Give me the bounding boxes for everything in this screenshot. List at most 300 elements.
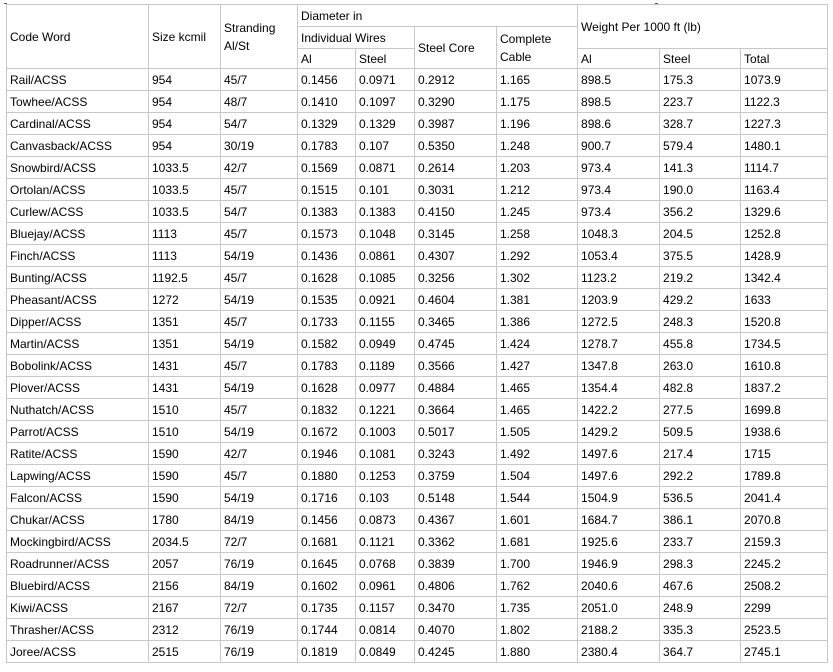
table-row [7,267,828,289]
cell-code-word: Chukar/ACSS [7,509,149,531]
cell-weight-al: 1272.5 [578,311,660,333]
cell-stranding: 54/19 [221,487,298,509]
cell-wire-steel: 0.1003 [356,421,415,443]
cell-weight-steel: 509.5 [660,421,741,443]
cell-wire-steel: 0.0949 [356,333,415,355]
cell-code-word: Bobolink/ACSS [7,355,149,377]
cell-weight-steel: 429.2 [660,289,741,311]
table-row [7,465,828,487]
cell-complete-cable: 1.544 [497,487,578,509]
cell-stranding: 45/7 [221,399,298,421]
cell-weight-al: 898.5 [578,69,660,91]
cell-wire-steel: 0.107 [356,135,415,157]
cell-steel-core: 0.2614 [415,157,497,179]
cell-weight-total: 1073.9 [741,69,828,91]
cell-weight-steel: 386.1 [660,509,741,531]
cell-complete-cable: 1.762 [497,575,578,597]
header-total: Total [741,49,828,69]
cell-complete-cable: 1.700 [497,553,578,575]
cell-weight-al: 2188.2 [578,619,660,641]
cell-weight-steel: 467.6 [660,575,741,597]
cell-wire-steel: 0.1121 [356,531,415,553]
header-steel-core: Steel Core [415,27,497,69]
table-row [7,69,828,91]
table-row [7,487,828,509]
cell-stranding: 54/19 [221,377,298,399]
cell-complete-cable: 1.381 [497,289,578,311]
cell-complete-cable: 1.601 [497,509,578,531]
cell-weight-steel: 263.0 [660,355,741,377]
cell-weight-total: 1342.4 [741,267,828,289]
header-complete-cable: Complete Cable [497,27,578,69]
cell-steel-core: 0.5350 [415,135,497,157]
cell-size: 954 [149,91,221,113]
cell-weight-steel: 328.7 [660,113,741,135]
header-stranding: Stranding Al/St [221,5,298,69]
cell-stranding: 45/7 [221,179,298,201]
cell-wire-al: 0.1880 [298,465,356,487]
cell-wire-al: 0.1733 [298,311,356,333]
cell-weight-steel: 356.2 [660,201,741,223]
cell-complete-cable: 1.735 [497,597,578,619]
table-row [7,245,828,267]
cell-steel-core: 0.3839 [415,553,497,575]
cell-size: 1192.5 [149,267,221,289]
table-body [7,69,828,663]
cell-steel-core: 0.4245 [415,641,497,663]
cell-wire-steel: 0.0873 [356,509,415,531]
cell-weight-steel: 190.0 [660,179,741,201]
cell-wire-al: 0.1436 [298,245,356,267]
cell-wire-al: 0.1946 [298,443,356,465]
cell-weight-al: 1946.9 [578,553,660,575]
cell-steel-core: 0.4806 [415,575,497,597]
cell-wire-al: 0.1573 [298,223,356,245]
cell-complete-cable: 1.175 [497,91,578,113]
cell-complete-cable: 1.165 [497,69,578,91]
cell-weight-al: 1347.8 [578,355,660,377]
cell-stranding: 45/7 [221,465,298,487]
cell-stranding: 42/7 [221,157,298,179]
cell-wire-steel: 0.0814 [356,619,415,641]
cell-weight-total: 1122.3 [741,91,828,113]
cell-weight-steel: 335.3 [660,619,741,641]
cell-code-word: Dipper/ACSS [7,311,149,333]
cell-weight-al: 1354.4 [578,377,660,399]
cell-weight-al: 973.4 [578,179,660,201]
cell-code-word: Curlew/ACSS [7,201,149,223]
cell-size: 1590 [149,443,221,465]
cell-wire-al: 0.1628 [298,267,356,289]
cell-wire-al: 0.1716 [298,487,356,509]
cell-wire-al: 0.1456 [298,509,356,531]
header-weight: Weight Per 1000 ft (lb) [578,5,828,49]
cell-wire-al: 0.1819 [298,641,356,663]
cell-wire-steel: 0.0768 [356,553,415,575]
cell-weight-al: 1278.7 [578,333,660,355]
cell-wire-steel: 0.101 [356,179,415,201]
cell-weight-al: 2051.0 [578,597,660,619]
cell-complete-cable: 1.465 [497,377,578,399]
cell-wire-steel: 0.1157 [356,597,415,619]
cell-weight-total: 2745.1 [741,641,828,663]
cell-steel-core: 0.3759 [415,465,497,487]
cell-wire-steel: 0.1221 [356,399,415,421]
cell-complete-cable: 1.212 [497,179,578,201]
cell-steel-core: 0.5017 [415,421,497,443]
cell-wire-steel: 0.1253 [356,465,415,487]
cell-weight-total: 1114.7 [741,157,828,179]
cell-wire-al: 0.1783 [298,355,356,377]
cell-wire-steel: 0.1189 [356,355,415,377]
cell-steel-core: 0.3290 [415,91,497,113]
cell-complete-cable: 1.681 [497,531,578,553]
cell-wire-steel: 0.0921 [356,289,415,311]
cell-complete-cable: 1.505 [497,421,578,443]
cell-size: 954 [149,69,221,91]
cell-code-word: Kiwi/ACSS [7,597,149,619]
cell-weight-total: 2159.3 [741,531,828,553]
cell-size: 1590 [149,465,221,487]
cell-steel-core: 0.4884 [415,377,497,399]
cell-steel-core: 0.4070 [415,619,497,641]
cell-stranding: 54/19 [221,289,298,311]
cell-weight-al: 898.5 [578,91,660,113]
cell-weight-total: 1227.3 [741,113,828,135]
cell-weight-al: 1684.7 [578,509,660,531]
cell-size: 2057 [149,553,221,575]
cell-weight-steel: 204.5 [660,223,741,245]
cell-stranding: 30/19 [221,135,298,157]
cell-wire-steel: 0.1383 [356,201,415,223]
cell-stranding: 72/7 [221,531,298,553]
header-weight-al: Al [578,49,660,69]
cell-code-word: Finch/ACSS [7,245,149,267]
cell-size: 1351 [149,311,221,333]
table-row [7,641,828,663]
cell-steel-core: 0.3470 [415,597,497,619]
cell-wire-steel: 0.103 [356,487,415,509]
cell-wire-al: 0.1735 [298,597,356,619]
cell-weight-total: 2041.4 [741,487,828,509]
table-row [7,333,828,355]
table-row [7,553,828,575]
cell-stranding: 84/19 [221,575,298,597]
cell-weight-al: 1504.9 [578,487,660,509]
cell-steel-core: 0.3256 [415,267,497,289]
cell-weight-al: 1422.2 [578,399,660,421]
cell-weight-total: 1699.8 [741,399,828,421]
cell-stranding: 72/7 [221,597,298,619]
cell-wire-al: 0.1569 [298,157,356,179]
cell-wire-al: 0.1602 [298,575,356,597]
cell-wire-al: 0.1582 [298,333,356,355]
cell-size: 1351 [149,333,221,355]
cell-code-word: Rail/ACSS [7,69,149,91]
cell-complete-cable: 1.802 [497,619,578,641]
cell-code-word: Plover/ACSS [7,377,149,399]
cell-complete-cable: 1.504 [497,465,578,487]
cell-steel-core: 0.4745 [415,333,497,355]
cell-weight-al: 1123.2 [578,267,660,289]
cell-weight-al: 2380.4 [578,641,660,663]
cell-complete-cable: 1.427 [497,355,578,377]
table-row [7,619,828,641]
cell-weight-al: 1053.4 [578,245,660,267]
cell-wire-al: 0.1410 [298,91,356,113]
cell-code-word: Joree/ACSS [7,641,149,663]
cell-code-word: Thrasher/ACSS [7,619,149,641]
cell-weight-steel: 141.3 [660,157,741,179]
cell-stranding: 54/19 [221,245,298,267]
cell-weight-total: 1480.1 [741,135,828,157]
cell-weight-al: 1048.3 [578,223,660,245]
cell-code-word: Ortolan/ACSS [7,179,149,201]
cell-weight-al: 900.7 [578,135,660,157]
cell-wire-steel: 0.1048 [356,223,415,245]
cell-stranding: 54/7 [221,113,298,135]
cell-steel-core: 0.3362 [415,531,497,553]
table-row [7,113,828,135]
cell-complete-cable: 1.492 [497,443,578,465]
cell-code-word: Mockingbird/ACSS [7,531,149,553]
cell-complete-cable: 1.258 [497,223,578,245]
cell-weight-al: 2040.6 [578,575,660,597]
cell-weight-steel: 455.8 [660,333,741,355]
cell-size: 1033.5 [149,201,221,223]
cell-size: 1780 [149,509,221,531]
cell-weight-steel: 482.8 [660,377,741,399]
cell-weight-total: 2299 [741,597,828,619]
cell-weight-steel: 175.3 [660,69,741,91]
cell-code-word: Towhee/ACSS [7,91,149,113]
cell-steel-core: 0.4604 [415,289,497,311]
cell-stranding: 48/7 [221,91,298,113]
cell-wire-al: 0.1681 [298,531,356,553]
cell-code-word: Cardinal/ACSS [7,113,149,135]
cell-wire-steel: 0.1329 [356,113,415,135]
cell-code-word: Nuthatch/ACSS [7,399,149,421]
table-row [7,355,828,377]
cell-weight-total: 1520.8 [741,311,828,333]
cell-wire-al: 0.1645 [298,553,356,575]
table-row [7,179,828,201]
cell-steel-core: 0.3987 [415,113,497,135]
cell-weight-al: 973.4 [578,157,660,179]
table-row [7,509,828,531]
cell-weight-total: 1938.6 [741,421,828,443]
cell-code-word: Martin/ACSS [7,333,149,355]
cell-weight-steel: 277.5 [660,399,741,421]
cell-weight-total: 1428.9 [741,245,828,267]
cell-wire-al: 0.1628 [298,377,356,399]
cell-weight-steel: 536.5 [660,487,741,509]
table-row [7,421,828,443]
cell-code-word: Ratite/ACSS [7,443,149,465]
table-row [7,201,828,223]
cell-weight-steel: 364.7 [660,641,741,663]
cell-weight-total: 1163.4 [741,179,828,201]
cell-weight-total: 2508.2 [741,575,828,597]
cell-steel-core: 0.4150 [415,201,497,223]
cell-weight-total: 1329.6 [741,201,828,223]
cell-stranding: 54/7 [221,201,298,223]
cell-stranding: 76/19 [221,553,298,575]
cell-stranding: 45/7 [221,355,298,377]
cell-size: 954 [149,135,221,157]
cell-wire-al: 0.1535 [298,289,356,311]
cell-weight-total: 1734.5 [741,333,828,355]
cell-size: 2167 [149,597,221,619]
conductor-spec-table [6,4,828,663]
header-size: Size kcmil [149,5,221,69]
cell-size: 1272 [149,289,221,311]
cell-weight-total: 1252.8 [741,223,828,245]
cell-size: 2312 [149,619,221,641]
cell-wire-steel: 0.0849 [356,641,415,663]
cell-weight-al: 1925.6 [578,531,660,553]
cell-weight-steel: 248.3 [660,311,741,333]
table-row [7,289,828,311]
header-steel: Steel [356,49,415,69]
cell-steel-core: 0.4307 [415,245,497,267]
cell-wire-steel: 0.0971 [356,69,415,91]
cell-steel-core: 0.3243 [415,443,497,465]
header-diameter: Diameter in [298,5,578,27]
cell-weight-total: 1610.8 [741,355,828,377]
cell-steel-core: 0.3465 [415,311,497,333]
table-row [7,531,828,553]
cell-size: 1431 [149,355,221,377]
cell-size: 1510 [149,421,221,443]
cell-complete-cable: 1.465 [497,399,578,421]
cell-steel-core: 0.3566 [415,355,497,377]
cell-complete-cable: 1.196 [497,113,578,135]
cell-stranding: 45/7 [221,267,298,289]
cell-wire-steel: 0.1097 [356,91,415,113]
table-row [7,377,828,399]
header-code-word: Code Word [7,5,149,69]
cell-complete-cable: 1.424 [497,333,578,355]
cell-size: 2515 [149,641,221,663]
cell-code-word: Roadrunner/ACSS [7,553,149,575]
cell-steel-core: 0.2912 [415,69,497,91]
cell-weight-al: 973.4 [578,201,660,223]
cell-size: 1510 [149,399,221,421]
cell-weight-steel: 298.3 [660,553,741,575]
table-row [7,311,828,333]
cell-weight-total: 1633 [741,289,828,311]
cell-wire-steel: 0.1155 [356,311,415,333]
cell-size: 1590 [149,487,221,509]
cell-weight-steel: 219.2 [660,267,741,289]
cell-wire-steel: 0.1081 [356,443,415,465]
cell-weight-al: 1497.6 [578,443,660,465]
cell-stranding: 84/19 [221,509,298,531]
cell-wire-al: 0.1672 [298,421,356,443]
table-row [7,91,828,113]
cell-code-word: Parrot/ACSS [7,421,149,443]
cell-complete-cable: 1.386 [497,311,578,333]
cell-weight-al: 1497.6 [578,465,660,487]
cell-steel-core: 0.4367 [415,509,497,531]
cell-weight-steel: 217.4 [660,443,741,465]
cell-steel-core: 0.5148 [415,487,497,509]
table-row [7,135,828,157]
table-row [7,575,828,597]
cell-wire-al: 0.1515 [298,179,356,201]
cell-wire-al: 0.1783 [298,135,356,157]
cell-weight-steel: 248.9 [660,597,741,619]
cell-weight-steel: 292.2 [660,465,741,487]
cell-weight-steel: 233.7 [660,531,741,553]
cell-wire-steel: 0.1085 [356,267,415,289]
cell-stranding: 54/19 [221,421,298,443]
cell-complete-cable: 1.292 [497,245,578,267]
cell-weight-steel: 579.4 [660,135,741,157]
cell-steel-core: 0.3031 [415,179,497,201]
cell-weight-total: 2523.5 [741,619,828,641]
cell-code-word: Lapwing/ACSS [7,465,149,487]
cell-weight-total: 2070.8 [741,509,828,531]
table-row [7,399,828,421]
cell-code-word: Bluejay/ACSS [7,223,149,245]
table-row [7,443,828,465]
cell-size: 1033.5 [149,179,221,201]
cell-wire-steel: 0.0961 [356,575,415,597]
cell-wire-steel: 0.0861 [356,245,415,267]
cell-steel-core: 0.3664 [415,399,497,421]
cell-size: 1113 [149,245,221,267]
table-row [7,223,828,245]
cell-stranding: 42/7 [221,443,298,465]
cell-code-word: Falcon/ACSS [7,487,149,509]
cell-weight-total: 1715 [741,443,828,465]
cell-stranding: 76/19 [221,641,298,663]
cell-stranding: 45/7 [221,223,298,245]
cell-wire-al: 0.1832 [298,399,356,421]
cell-weight-al: 1429.2 [578,421,660,443]
cell-stranding: 76/19 [221,619,298,641]
cell-size: 2034.5 [149,531,221,553]
cell-stranding: 45/7 [221,69,298,91]
cell-weight-steel: 223.7 [660,91,741,113]
header-individual-wires: Individual Wires [298,27,415,49]
cell-code-word: Bunting/ACSS [7,267,149,289]
cell-stranding: 54/19 [221,333,298,355]
table-row [7,597,828,619]
cell-weight-al: 898.6 [578,113,660,135]
cell-weight-steel: 375.5 [660,245,741,267]
cell-complete-cable: 1.248 [497,135,578,157]
table-row [7,157,828,179]
header-al: Al [298,49,356,69]
cell-weight-al: 1203.9 [578,289,660,311]
cell-wire-al: 0.1329 [298,113,356,135]
cell-weight-total: 1837.2 [741,377,828,399]
cell-weight-total: 2245.2 [741,553,828,575]
cell-complete-cable: 1.880 [497,641,578,663]
cell-size: 1431 [149,377,221,399]
cell-complete-cable: 1.203 [497,157,578,179]
cell-wire-al: 0.1744 [298,619,356,641]
cell-code-word: Bluebird/ACSS [7,575,149,597]
cell-wire-al: 0.1456 [298,69,356,91]
cell-complete-cable: 1.302 [497,267,578,289]
cell-wire-steel: 0.0871 [356,157,415,179]
cell-size: 1033.5 [149,157,221,179]
cell-code-word: Snowbird/ACSS [7,157,149,179]
